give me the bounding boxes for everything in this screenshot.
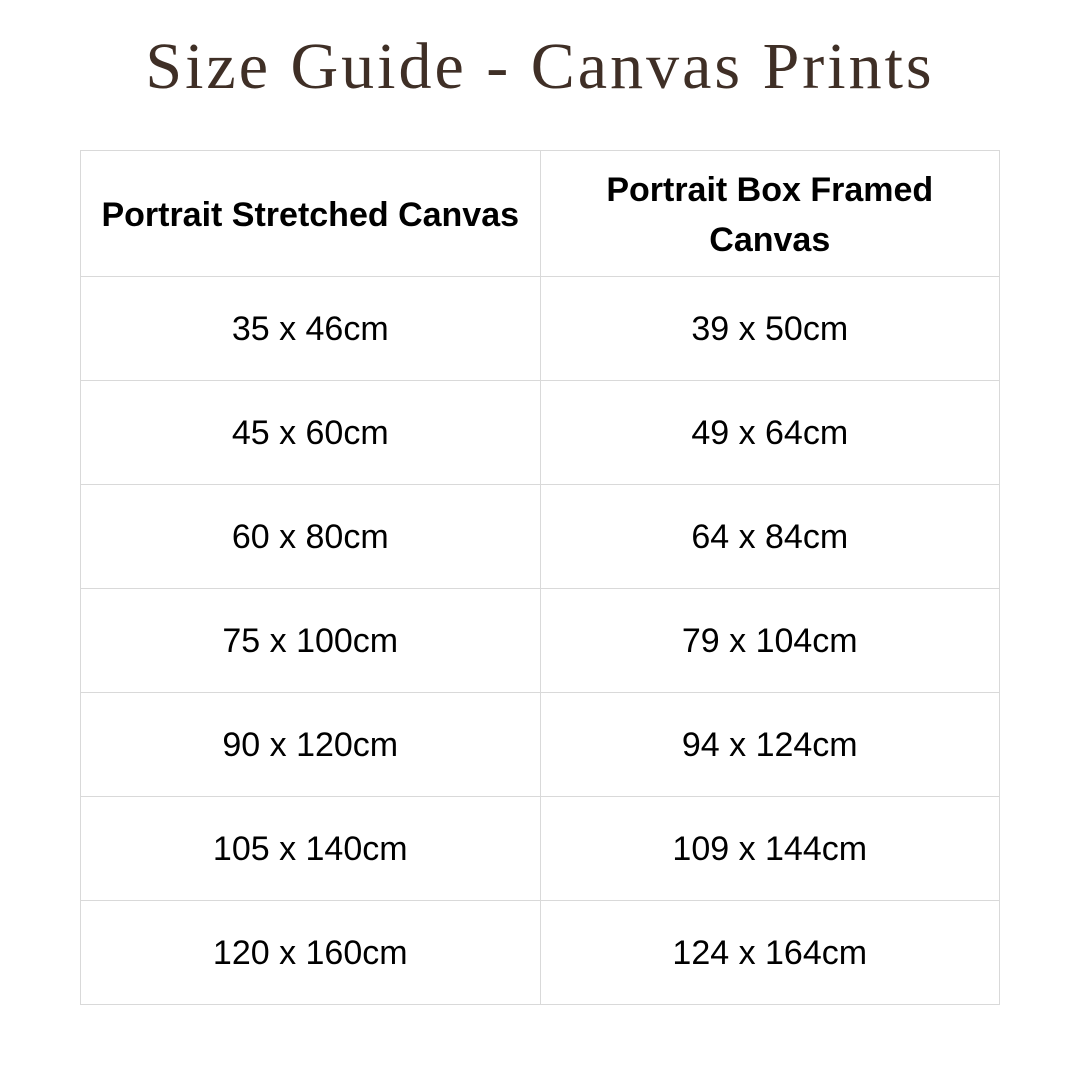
stretched-size-cell: 75 x 100cm — [81, 589, 541, 693]
table-header — [81, 151, 1000, 277]
table-row — [81, 901, 1000, 1005]
header-row — [81, 151, 1000, 277]
table-row — [81, 797, 1000, 901]
box-framed-size-cell: 64 x 84cm — [540, 485, 1000, 589]
header-portrait-stretched-canvas: Portrait Stretched Canvas — [81, 151, 541, 277]
box-framed-size-cell: 39 x 50cm — [540, 277, 1000, 381]
table-row — [81, 485, 1000, 589]
box-framed-size-cell: 109 x 144cm — [540, 797, 1000, 901]
stretched-size-cell: 35 x 46cm — [81, 277, 541, 381]
table-body — [81, 277, 1000, 1005]
size-guide-table — [80, 150, 1000, 1005]
box-framed-size-cell: 124 x 164cm — [540, 901, 1000, 1005]
stretched-size-cell: 120 x 160cm — [81, 901, 541, 1005]
stretched-size-cell: 105 x 140cm — [81, 797, 541, 901]
table-row — [81, 277, 1000, 381]
stretched-size-cell: 90 x 120cm — [81, 693, 541, 797]
header-portrait-box-framed-canvas: Portrait Box Framed Canvas — [540, 151, 1000, 277]
box-framed-size-cell: 49 x 64cm — [540, 381, 1000, 485]
box-framed-size-cell: 79 x 104cm — [540, 589, 1000, 693]
table-row — [81, 589, 1000, 693]
box-framed-size-cell: 94 x 124cm — [540, 693, 1000, 797]
page-title: Size Guide - Canvas Prints — [145, 30, 935, 103]
table-row — [81, 381, 1000, 485]
stretched-size-cell: 60 x 80cm — [81, 485, 541, 589]
stretched-size-cell: 45 x 60cm — [81, 381, 541, 485]
table-row — [81, 693, 1000, 797]
